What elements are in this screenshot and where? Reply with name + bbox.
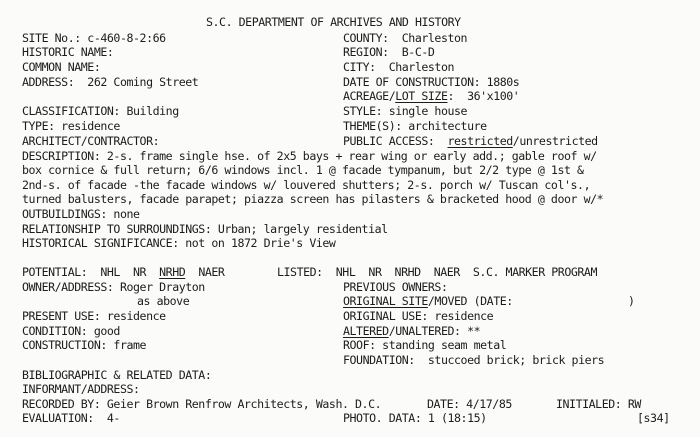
description-line-2: box cornice & full return; 6/6 windows incl. 1 @ facade tympanum, but 2/2 type @ 1st & bbox=[22, 163, 584, 177]
themes: THEME(S): architecture bbox=[343, 119, 487, 133]
record-date: DATE: 4/17/85 bbox=[427, 397, 512, 411]
description-line-1: DESCRIPTION: 2-s. frame single hse. of 2x5 bays + rear wing or early add.; gable roof w/ bbox=[22, 149, 597, 163]
acreage-prefix: ACREAGE/ bbox=[343, 89, 396, 103]
moved-date-label: /MOVED (DATE: bbox=[427, 294, 513, 308]
evaluation: EVALUATION: 4- bbox=[22, 411, 120, 425]
bibliographic-data: BIBLIOGRAPHIC & RELATED DATA: bbox=[22, 368, 212, 382]
common-name: COMMON NAME: bbox=[22, 60, 101, 74]
potential bbox=[22, 265, 224, 279]
listed: LISTED: NHL NR NRHD NAER S.C. MARKER PROGRAM bbox=[277, 265, 597, 279]
potential-nrhd: NRHD bbox=[159, 265, 186, 279]
historical-significance: HISTORICAL SIGNIFICANCE: not on 1872 Drie's View bbox=[22, 236, 336, 250]
historic-name: HISTORIC NAME: bbox=[22, 45, 114, 59]
owner-address: OWNER/ADDRESS: Roger Drayton bbox=[22, 280, 205, 294]
public-access-restricted: restricted bbox=[447, 134, 513, 148]
region: REGION: B-C-D bbox=[343, 45, 435, 59]
acreage-value: : 36'x100' bbox=[447, 89, 520, 103]
original-site-underlined: ORIGINAL SITE bbox=[343, 294, 428, 308]
public-access-prefix: PUBLIC ACCESS: bbox=[343, 134, 448, 148]
roof: ROOF: standing seam metal bbox=[343, 338, 507, 352]
architect-contractor: ARCHITECT/CONTRACTOR: bbox=[22, 134, 160, 148]
unaltered-label: /UNALTERED: ** bbox=[388, 324, 481, 338]
previous-owners: PREVIOUS OWNERS: bbox=[343, 280, 448, 294]
date-of-construction: DATE OF CONSTRUCTION: 1880s bbox=[343, 75, 520, 89]
county: COUNTY: Charleston bbox=[343, 31, 468, 45]
site-number: SITE No.: c-460-8-2:66 bbox=[22, 31, 166, 45]
description-line-4: turned balusters, facade parapet; piazza screen has pilasters & bracketed hood @ door w/* bbox=[22, 192, 604, 206]
potential-suffix: NAER bbox=[185, 265, 225, 279]
moved-date-close: ) bbox=[628, 294, 635, 308]
acreage-lot-size bbox=[343, 89, 519, 103]
condition: CONDITION: good bbox=[22, 324, 120, 338]
construction: CONSTRUCTION: frame bbox=[22, 338, 147, 352]
recorded-by: RECORDED BY: Geier Brown Renfrow Architects, Wash. D.C. bbox=[22, 397, 382, 411]
photo-data: PHOTO. DATA: 1 (18:15) bbox=[343, 411, 487, 425]
lot-size-underlined: LOT SIZE bbox=[395, 89, 448, 103]
public-access-suffix: /unrestricted bbox=[512, 134, 598, 148]
sheet-tag: [s34] bbox=[637, 411, 670, 425]
foundation: FOUNDATION: stuccoed brick; brick piers bbox=[343, 353, 605, 367]
original-site-moved bbox=[343, 294, 513, 308]
address: ADDRESS: 262 Coming Street bbox=[22, 75, 199, 89]
present-use: PRESENT USE: residence bbox=[22, 309, 166, 323]
potential-prefix: POTENTIAL: NHL NR bbox=[22, 265, 160, 279]
city: CITY: Charleston bbox=[343, 60, 455, 74]
altered-unaltered bbox=[343, 324, 480, 338]
initialed: INITIALED: RW bbox=[556, 397, 641, 411]
owner-address-line-2: as above bbox=[137, 294, 190, 308]
page-header: S.C. DEPARTMENT OF ARCHIVES AND HISTORY bbox=[206, 15, 461, 29]
relationship-to-surroundings: RELATIONSHIP TO SURROUNDINGS: Urban; largely residential bbox=[22, 222, 388, 236]
public-access bbox=[343, 134, 598, 148]
style: STYLE: single house bbox=[343, 104, 468, 118]
altered-underlined: ALTERED bbox=[343, 324, 389, 338]
original-use: ORIGINAL USE: residence bbox=[343, 309, 494, 323]
classification: CLASSIFICATION: Building bbox=[22, 104, 179, 118]
description-line-3: 2nd-s. of facade -the facade windows w/ louvered shutters; 2-s. porch w/ Tuscan col's., bbox=[22, 178, 591, 192]
informant-address: INFORMANT/ADDRESS: bbox=[22, 382, 140, 396]
type: TYPE: residence bbox=[22, 119, 120, 133]
outbuildings: OUTBUILDINGS: none bbox=[22, 207, 140, 221]
